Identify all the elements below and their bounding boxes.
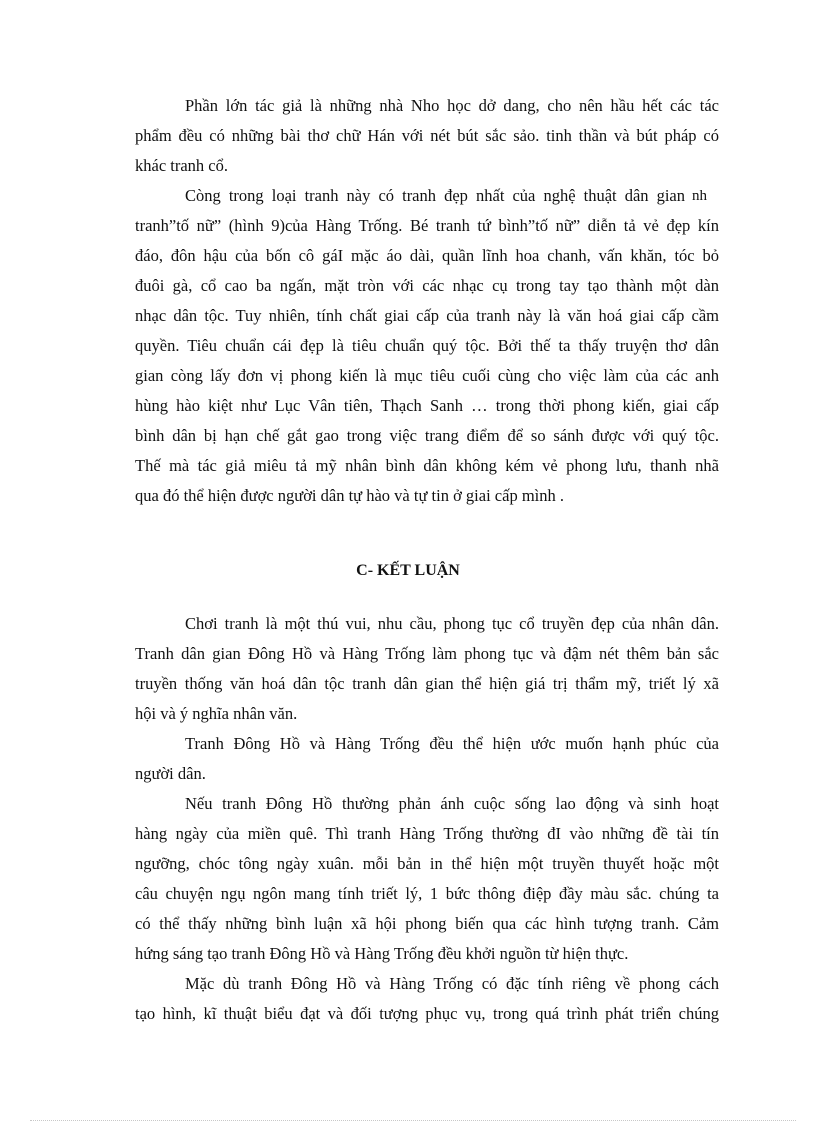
- stray-text-fragment: nh: [692, 188, 707, 204]
- text-line: Mặc dù tranh Đông Hồ và Hàng Trống có đặc tính riêng về phong cách: [185, 974, 719, 993]
- text-line: quyền. Tiêu chuẩn cái đẹp là tiêu chuẩn quý tộc. Bởi thế ta thấy truyện thơ dân: [135, 336, 719, 355]
- section-heading: C- KẾT LUẬN: [356, 562, 460, 579]
- text-line: người dân.: [135, 764, 206, 783]
- text-line: bình dân bị hạn chế gắt gao trong việc trang điểm để so sánh được với quý tộc.: [135, 426, 719, 445]
- text-line: hàng ngày của miền quê. Thì tranh Hàng Trống thường đI vào những đề tài tín: [135, 824, 719, 843]
- text-line: Phần lớn tác giả là những nhà Nho học dở dang, cho nên hầu hết các tác: [185, 96, 719, 115]
- text-line: hùng hào kiệt như Lục Vân tiên, Thạch Sanh … trong thời phong kiến, giai cấp: [135, 396, 719, 415]
- text-line: ngưỡng, chóc tông ngày xuân. mỗi bản in thể hiện một truyền thuyết hoặc một: [135, 854, 719, 873]
- text-line: đáo, đôn hậu của bốn cô gáI mặc áo dài, quần lĩnh hoa chanh, vấn khăn, tóc bỏ: [135, 246, 719, 265]
- text-line: tạo hình, kĩ thuật biểu đạt và đối tượng phục vụ, trong quá trình phát triển chúng: [135, 1004, 719, 1023]
- text-line: hội và ý nghĩa nhân văn.: [135, 704, 298, 723]
- text-line: qua đó thể hiện được người dân tự hào và tự tin ở giai cấp mình .: [135, 486, 564, 505]
- text-line: Chơi tranh là một thú vui, nhu cầu, phong tục cổ truyền đẹp của nhân dân.: [185, 614, 719, 633]
- text-line: câu chuyện ngụ ngôn mang tính triết lý, 1 bức thông điệp đầy màu sắc. chúng ta: [135, 884, 719, 903]
- text-line: tranh”tố nữ” (hình 9)của Hàng Trống. Bé tranh tứ bình”tố nữ” diễn tả vẻ đẹp kín: [135, 216, 719, 235]
- text-line: hứng sáng tạo tranh Đông Hồ và Hàng Trống đều khởi nguồn từ hiện thực.: [135, 944, 629, 963]
- page-bottom-divider: [30, 1120, 796, 1121]
- text-line: có thể thấy những bình luận xã hội phong biến qua các hình tượng tranh. Cảm: [135, 914, 719, 933]
- text-line: Còng trong loại tranh này có tranh đẹp nhất của nghệ thuật dân gian: [185, 186, 685, 205]
- text-line: truyền thống văn hoá dân tộc tranh dân gian thể hiện giá trị thẩm mỹ, triết lý xã: [135, 674, 719, 693]
- text-line: Nếu tranh Đông Hồ thường phản ánh cuộc sống lao động và sinh hoạt: [185, 794, 719, 813]
- text-line: Thế mà tác giả miêu tả mỹ nhân bình dân không kém vẻ phong lưu, thanh nhã: [135, 456, 719, 475]
- text-line: phẩm đều có những bài thơ chữ Hán với nét bút sắc sảo. tinh thần và bút pháp có: [135, 126, 719, 145]
- text-line: Tranh dân gian Đông Hồ và Hàng Trống làm phong tục và đậm nét thêm bản sắc: [135, 644, 719, 663]
- text-line: Tranh Đông Hồ và Hàng Trống đều thể hiện ước muốn hạnh phúc của: [185, 734, 719, 753]
- text-line: khác tranh cổ.: [135, 156, 228, 175]
- text-line: đuôi gà, cổ cao ba ngấn, mặt tròn với các nhạc cụ trong tay tạo thành một dàn: [135, 276, 719, 295]
- text-line: nhạc dân tộc. Tuy nhiên, tính chất giai cấp của tranh này là văn hoá giai cấp cầm: [135, 306, 719, 325]
- text-line: gian còng lấy đơn vị phong kiến là mục tiêu cuối cùng cho việc làm của các anh: [135, 366, 719, 385]
